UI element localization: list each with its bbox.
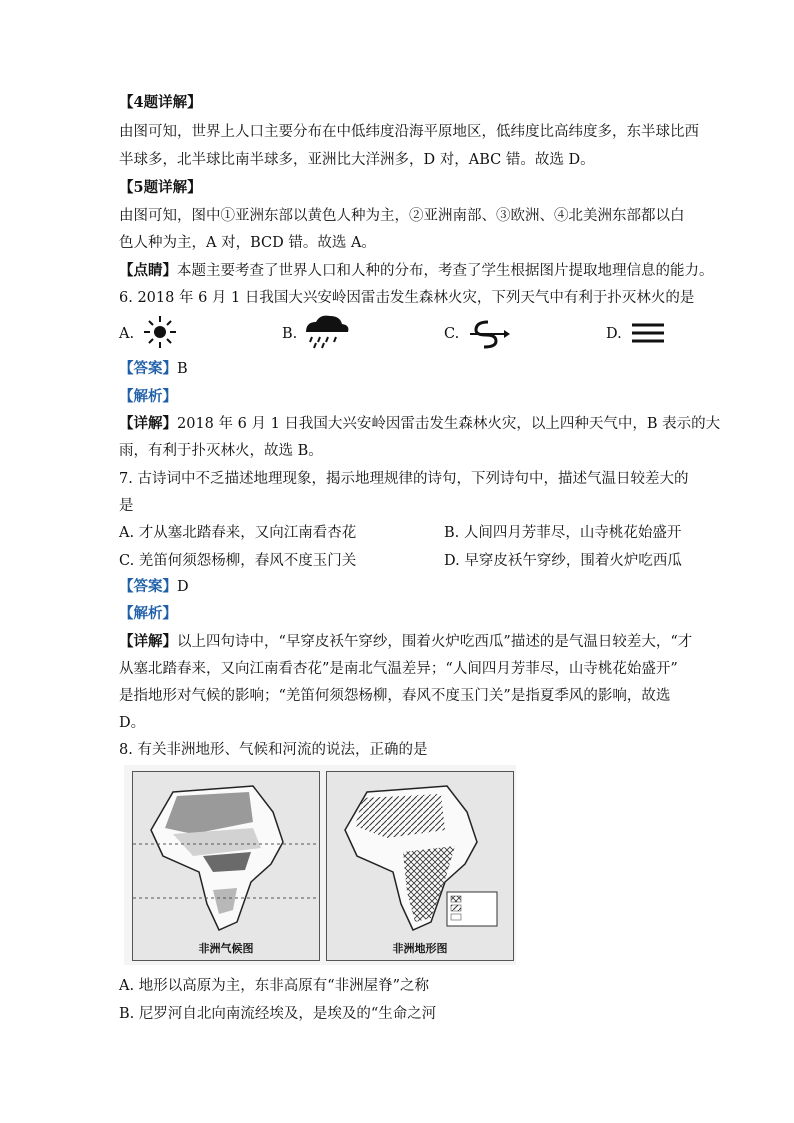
q4-text-line: 半球多，北半球比南半球多，亚洲比大洋洲多，D 对，ABC 错。故选 D。 bbox=[119, 152, 595, 168]
q7-analysis-label: 【解析】 bbox=[119, 605, 177, 622]
africa-climate-map-image bbox=[133, 772, 319, 942]
dianjing-text: 本题主要考查了世界人口和人种的分布，考查了学生根据图片提取地理信息的能力。 bbox=[177, 263, 714, 279]
detail-label: 【详解】 bbox=[119, 633, 177, 650]
dianjing-paragraph bbox=[119, 261, 714, 281]
terrain-map-title: 非洲地形图 bbox=[392, 942, 448, 955]
africa-terrain-map-image bbox=[327, 772, 513, 942]
q7-option-d: D. 早穿皮袄午穿纱，围着火炉吃西瓜 bbox=[444, 553, 682, 569]
q8-option-b: B. 尼罗河自北向南流经埃及，是埃及的“生命之河 bbox=[119, 1006, 437, 1022]
q7-detail-line: 是指地形对气候的影响；“羌笛何须怨杨柳，春风不度玉门关”是指夏季风的影响，故选 bbox=[119, 688, 671, 704]
africa-climate-map bbox=[132, 771, 320, 961]
heavy-rain-icon bbox=[300, 312, 352, 350]
detail-text: 2018 年 6 月 1 日我国大兴安岭因雷击发生森林火灾，以上四种天气中，B 表示的大 bbox=[177, 416, 721, 432]
q7-stem: 是 bbox=[119, 498, 134, 514]
fog-icon bbox=[628, 318, 668, 348]
sun-icon bbox=[140, 314, 180, 350]
q6-option-d-label: D. bbox=[606, 326, 622, 342]
q6-answer bbox=[119, 359, 188, 379]
q6-option-b-label: B. bbox=[282, 326, 298, 342]
typhoon-icon bbox=[462, 316, 510, 352]
q5-text-line: 色人种为主，A 对，BCD 错。故选 A。 bbox=[119, 235, 376, 251]
q7-option-c: C. 羌笛何须怨杨柳，春风不度玉门关 bbox=[119, 553, 357, 569]
q4-header: 【4题详解】 bbox=[119, 94, 202, 111]
answer-value: B bbox=[177, 361, 188, 377]
q5-text-line: 由图可知，图中①亚洲东部以黄色人种为主，②亚洲南部、③欧洲、④北美洲东部都以白 bbox=[119, 208, 685, 224]
q6-analysis-label: 【解析】 bbox=[119, 388, 177, 405]
q7-stem: 7. 古诗词中不乏描述地理现象，揭示地理规律的诗句，下列诗句中，描述气温日较差大的 bbox=[119, 471, 689, 487]
q7-detail-line bbox=[119, 632, 692, 652]
q6-detail-line bbox=[119, 414, 720, 434]
q7-option-a: A. 才从塞北踏春来，又向江南看杏花 bbox=[119, 525, 357, 541]
climate-map-title: 非洲气候图 bbox=[198, 942, 254, 955]
q8-option-a: A. 地形以高原为主，东非高原有“非洲屋脊”之称 bbox=[119, 978, 430, 994]
q7-detail-line: D。 bbox=[119, 715, 146, 731]
q6-option-a-label: A. bbox=[119, 326, 135, 342]
q7-detail-line: 从塞北踏春来，又向江南看杏花”是南北气温差异；“人间四月芳菲尽，山寺桃花始盛开” bbox=[119, 661, 678, 677]
answer-label: 【答案】 bbox=[119, 360, 177, 377]
detail-text: 以上四句诗中，“早穿皮袄午穿纱，围着火炉吃西瓜”描述的是气温日较差大，“才 bbox=[177, 634, 693, 650]
q6-stem: 6. 2018 年 6 月 1 日我国大兴安岭因雷击发生森林火灾，下列天气中有利于扑灭林火的是 bbox=[119, 290, 695, 306]
q6-option-c-label: C. bbox=[444, 326, 460, 342]
q4-text-line: 由图可知，世界上人口主要分布在中低纬度沿海平原地区，低纬度比高纬度多，东半球比西 bbox=[119, 124, 699, 140]
q8-stem: 8. 有关非洲地形、气候和河流的说法，正确的是 bbox=[119, 742, 428, 758]
q7-answer bbox=[119, 577, 189, 597]
answer-label: 【答案】 bbox=[119, 578, 177, 595]
detail-label: 【详解】 bbox=[119, 415, 177, 432]
africa-maps-figure bbox=[124, 765, 516, 965]
answer-value: D bbox=[177, 579, 189, 595]
africa-terrain-map bbox=[326, 771, 514, 961]
q6-detail-line: 雨，有利于扑灭林火，故选 B。 bbox=[119, 443, 323, 459]
q5-header: 【5题详解】 bbox=[119, 179, 202, 196]
dianjing-label: 【点睛】 bbox=[119, 262, 177, 279]
q7-option-b: B. 人间四月芳菲尽，山寺桃花始盛开 bbox=[444, 525, 682, 541]
